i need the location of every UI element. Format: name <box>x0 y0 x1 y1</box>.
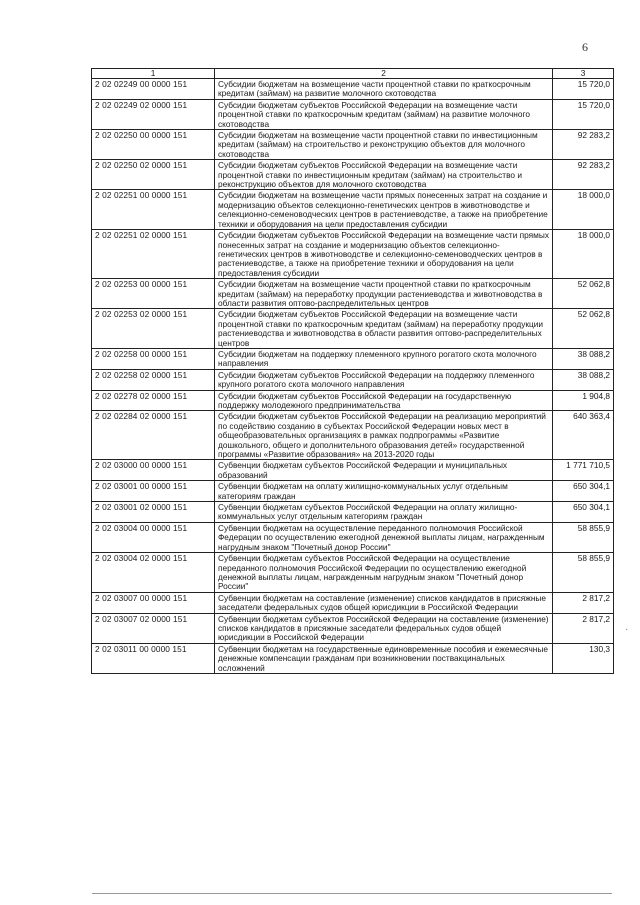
row-description: Субсидии бюджетам на поддержку племенного крупного рогатого скота молочного направления <box>215 348 553 369</box>
row-amount: 650 304,1 <box>553 481 614 502</box>
row-code: 2 02 02278 02 0000 151 <box>92 390 215 411</box>
row-code: 2 02 02249 02 0000 151 <box>92 99 215 129</box>
row-description: Субсидии бюджетам субъектов Российской Федерации на государственную поддержку молодежного предпринимательства <box>215 390 553 411</box>
row-amount: 130,3 <box>553 643 614 673</box>
row-description: Субвенции бюджетам на осуществление переданного полномочия Российской Федерации по осуществлению ежегодной денежной выплаты лицам, награжденным нагрудным знаком "Почетный донор России" <box>215 522 553 552</box>
row-description: Субсидии бюджетам субъектов Российской Федерации на реализацию мероприятий по содействию созданию в субъектах Российской Федерации новых мест в общеобразовательных организациях в рамках подпрограммы «Развитие дошкольного, общего и дополнительного образования детей» государственной программы «Развитие образования» на 2013-2020 годы <box>215 411 553 460</box>
row-amount: 58 855,9 <box>553 553 614 593</box>
page-bottom-rule <box>92 893 612 894</box>
row-code: 2 02 02250 00 0000 151 <box>92 130 215 160</box>
row-code: 2 02 03007 00 0000 151 <box>92 592 215 613</box>
row-description: Субсидии бюджетам на возмещение части прямых понесенных затрат на создание и модернизацию объектов селекционно-генетических центров в животноводстве и селекционно-семеноводческих центров в растениеводстве, а также на приобретение техники и оборудования на цели предоставления субсидии <box>215 190 553 230</box>
row-code: 2 02 02258 02 0000 151 <box>92 369 215 390</box>
row-amount: 58 855,9 <box>553 522 614 552</box>
table-row <box>92 79 614 100</box>
row-amount: 1 771 710,5 <box>553 460 614 481</box>
row-code: 2 02 02251 02 0000 151 <box>92 230 215 279</box>
row-description: Субсидии бюджетам субъектов Российской Федерации на возмещение части прямых понесенных затрат на создание и модернизацию объектов селекционно-генетических центров в животноводстве и селекционно-семеноводческих центров в растениеводстве, а также на приобретение техники и оборудования на цели предоставления субсидии <box>215 230 553 279</box>
table-row <box>92 481 614 502</box>
row-amount: 2 817,2 <box>553 592 614 613</box>
row-description: Субсидии бюджетам на возмещение части процентной ставки по краткосрочным кредитам (займам) на развитие молочного скотоводства <box>215 79 553 100</box>
row-description: Субсидии бюджетам на возмещение части процентной ставки по краткосрочным кредитам (займам) на переработку продукции растениеводства и животноводства в области развития оптово-распределительных центров <box>215 279 553 309</box>
table-row <box>92 99 614 129</box>
table-row <box>92 369 614 390</box>
table-row <box>92 613 614 643</box>
row-code: 2 02 03007 02 0000 151 <box>92 613 215 643</box>
row-code: 2 02 03000 00 0000 151 <box>92 460 215 481</box>
row-code: 2 02 03011 00 0000 151 <box>92 643 215 673</box>
row-amount: 52 062,8 <box>553 279 614 309</box>
budget-revenue-table <box>91 68 614 674</box>
row-code: 2 02 03001 00 0000 151 <box>92 481 215 502</box>
row-description: Субвенции бюджетам на составление (изменение) списков кандидатов в присяжные заседатели федеральных судов общей юрисдикции в Российской Федерации <box>215 592 553 613</box>
row-amount: 18 000,0 <box>553 230 614 279</box>
margin-mark: · <box>625 624 629 635</box>
table-row <box>92 502 614 523</box>
table-row <box>92 279 614 309</box>
page-number: 6 <box>582 40 588 54</box>
row-description: Субвенции бюджетам субъектов Российской Федерации и муниципальных образований <box>215 460 553 481</box>
row-description: Субсидии бюджетам субъектов Российской Федерации на возмещение части процентной ставки по краткосрочным кредитам (займам) на переработку продукции растениеводства и животноводства в области развития оптово-распределительных центров <box>215 309 553 349</box>
row-description: Субсидии бюджетам субъектов Российской Федерации на возмещение части процентной ставки по инвестиционным кредитам (займам) на строительство и реконструкцию объектов для молочного скотоводства <box>215 160 553 190</box>
table-row <box>92 592 614 613</box>
row-description: Субвенции бюджетам субъектов Российской Федерации на составление (изменение) списков кандидатов в присяжные заседатели федеральных судов общей юрисдикции в Российской Федерации <box>215 613 553 643</box>
row-amount: 18 000,0 <box>553 190 614 230</box>
row-description: Субсидии бюджетам субъектов Российской Федерации на возмещение части процентной ставки по краткосрочным кредитам (займам) на развитие молочного скотоводства <box>215 99 553 129</box>
row-amount: 38 088,2 <box>553 348 614 369</box>
column-header-amount: 3 <box>553 69 614 79</box>
table-row <box>92 160 614 190</box>
row-description: Субвенции бюджетам на оплату жилищно-коммунальных услуг отдельным категориям граждан <box>215 481 553 502</box>
row-code: 2 02 03004 00 0000 151 <box>92 522 215 552</box>
column-header-description: 2 <box>215 69 553 79</box>
table-row <box>92 230 614 279</box>
row-amount: 15 720,0 <box>553 79 614 100</box>
row-amount: 52 062,8 <box>553 309 614 349</box>
table-row <box>92 390 614 411</box>
row-code: 2 02 02251 00 0000 151 <box>92 190 215 230</box>
row-amount: 2 817,2 <box>553 613 614 643</box>
row-description: Субвенции бюджетам на государственные единовременные пособия и ежемесячные денежные компенсации гражданам при возникновении поствакцинальных осложнений <box>215 643 553 673</box>
row-amount: 650 304,1 <box>553 502 614 523</box>
table-header-row <box>92 69 614 79</box>
column-header-code: 1 <box>92 69 215 79</box>
row-code: 2 02 02249 00 0000 151 <box>92 79 215 100</box>
table-row <box>92 643 614 673</box>
row-code: 2 02 02253 00 0000 151 <box>92 279 215 309</box>
row-amount: 92 283,2 <box>553 130 614 160</box>
row-amount: 38 088,2 <box>553 369 614 390</box>
row-amount: 15 720,0 <box>553 99 614 129</box>
table-row <box>92 190 614 230</box>
row-code: 2 02 02253 02 0000 151 <box>92 309 215 349</box>
row-description: Субсидии бюджетам субъектов Российской Федерации на поддержку племенного крупного рогатого скота молочного направления <box>215 369 553 390</box>
table-row <box>92 309 614 349</box>
table-row <box>92 460 614 481</box>
table-row <box>92 553 614 593</box>
row-amount: 1 904,8 <box>553 390 614 411</box>
table-row <box>92 348 614 369</box>
row-description: Субвенции бюджетам субъектов Российской Федерации на оплату жилищно-коммунальных услуг отдельным категориям граждан <box>215 502 553 523</box>
row-description: Субвенции бюджетам субъектов Российской Федерации на осуществление переданного полномочия Российской Федерации по осуществлению ежегодной денежной выплаты лицам, награжденным нагрудным знаком "Почетный донор России" <box>215 553 553 593</box>
row-description: Субсидии бюджетам на возмещение части процентной ставки по инвестиционным кредитам (займам) на строительство и реконструкцию объектов для молочного скотоводства <box>215 130 553 160</box>
table-row <box>92 130 614 160</box>
table-row <box>92 522 614 552</box>
row-code: 2 02 02284 02 0000 151 <box>92 411 215 460</box>
table-row <box>92 411 614 460</box>
row-amount: 92 283,2 <box>553 160 614 190</box>
row-code: 2 02 02250 02 0000 151 <box>92 160 215 190</box>
row-code: 2 02 02258 00 0000 151 <box>92 348 215 369</box>
row-amount: 640 363,4 <box>553 411 614 460</box>
row-code: 2 02 03001 02 0000 151 <box>92 502 215 523</box>
row-code: 2 02 03004 02 0000 151 <box>92 553 215 593</box>
